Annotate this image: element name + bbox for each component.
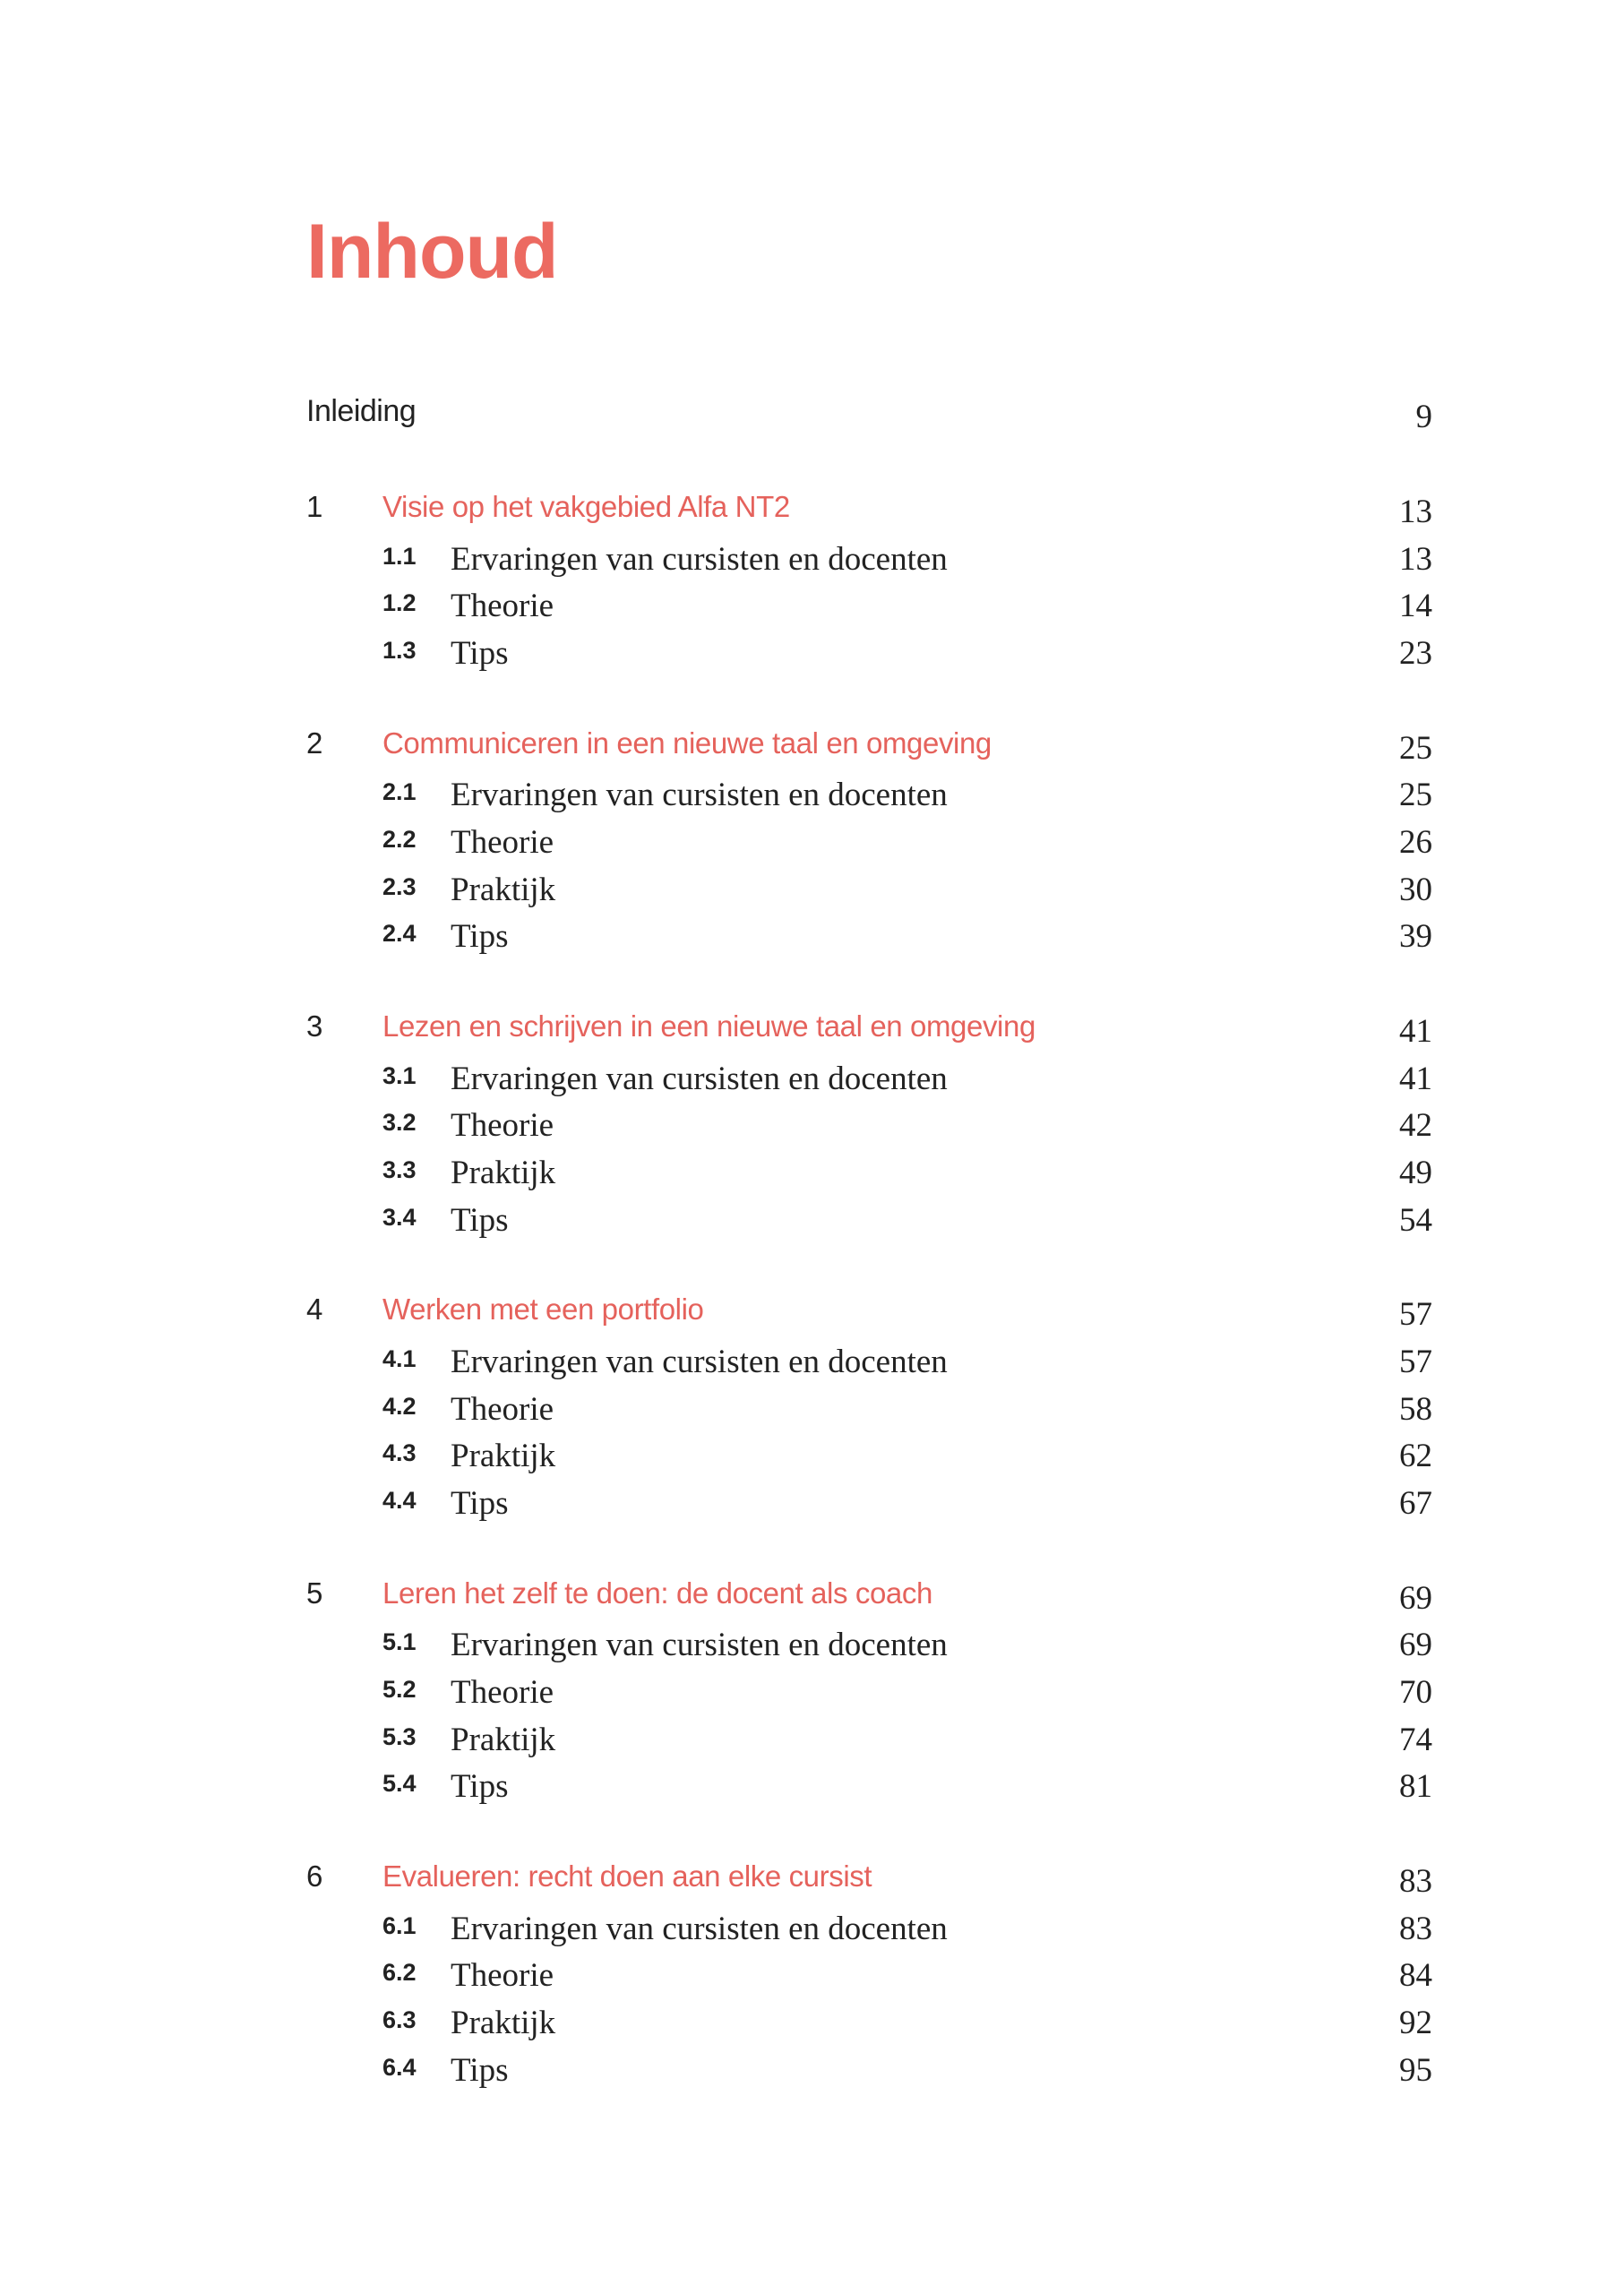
page-number: 41 [1399, 1060, 1432, 1097]
section-title: Tips [451, 1485, 509, 1522]
section-number: 6.2 [382, 1959, 417, 1987]
chapter-title: Lezen en schrijven in een nieuwe taal en omgeving [382, 1009, 1035, 1043]
section-title: Theorie [451, 1390, 554, 1428]
chapter-title: Werken met een portfolio [382, 1292, 704, 1327]
toc-section[interactable] [0, 899, 1624, 956]
toc-section[interactable] [0, 569, 1624, 625]
page-number: 57 [1399, 1343, 1432, 1380]
page-number: 23 [1399, 635, 1432, 673]
page-number: 49 [1399, 1155, 1432, 1191]
page-number: 92 [1399, 2004, 1432, 2041]
toc-section[interactable] [0, 1042, 1624, 1097]
section-title: Ervaringen van cursisten en docenten [451, 1060, 948, 1097]
page-number: 30 [1399, 871, 1432, 908]
toc-section[interactable] [0, 1892, 1624, 1947]
section-number: 4.4 [382, 1487, 417, 1514]
toc-section[interactable] [0, 2033, 1624, 2089]
toc-section[interactable] [0, 1749, 1624, 1806]
toc-entry-introduction[interactable] [0, 380, 1624, 435]
toc-section[interactable] [0, 1703, 1624, 1758]
section-number: 3.4 [382, 1203, 417, 1231]
section-title: Ervaringen van cursisten en docenten [451, 777, 948, 814]
chapter-title: Leren het zelf te doen: de docent als coach [382, 1576, 932, 1610]
section-title: Ervaringen van cursisten en docenten [451, 1627, 948, 1664]
chapter-number: 2 [306, 726, 323, 760]
chapter-number: 6 [306, 1859, 323, 1893]
section-number: 5.2 [382, 1675, 417, 1703]
section-number: 2.2 [382, 826, 417, 853]
toc-section[interactable] [0, 1938, 1624, 1995]
toc-section[interactable] [0, 1419, 1624, 1475]
section-number: 3.1 [382, 1061, 417, 1089]
section-title: Theorie [451, 1107, 554, 1145]
page-title: Inhoud [306, 209, 558, 295]
chapter-number: 4 [306, 1292, 323, 1327]
section-title: Tips [451, 1768, 509, 1806]
section-title: Praktijk [451, 1438, 556, 1475]
page-number: 39 [1399, 918, 1432, 956]
section-number: 4.2 [382, 1392, 417, 1420]
section-title: Ervaringen van cursisten en docenten [451, 1343, 948, 1380]
section-title: Praktijk [451, 2004, 556, 2041]
chapter-title: Evalueren: recht doen aan elke cursist [382, 1859, 872, 1893]
section-number: 4.3 [382, 1439, 417, 1467]
page-number: 25 [1399, 777, 1432, 814]
page-number: 81 [1399, 1768, 1432, 1806]
page-number: 69 [1399, 1579, 1432, 1617]
toc-section[interactable] [0, 1986, 1624, 2041]
section-title: Ervaringen van cursisten en docenten [451, 540, 948, 578]
section-title: Theorie [451, 588, 554, 625]
toc-chapter[interactable] [0, 994, 1624, 1050]
page-number: 26 [1399, 824, 1432, 861]
section-number: 1.2 [382, 589, 417, 617]
page-number: 13 [1399, 494, 1432, 530]
section-number: 6.3 [382, 2005, 417, 2033]
introduction-label: Inleiding [306, 394, 417, 428]
toc-chapter[interactable] [0, 1277, 1624, 1334]
page-number: 58 [1399, 1390, 1432, 1428]
section-number: 3.3 [382, 1156, 417, 1183]
toc-chapter[interactable] [0, 1844, 1624, 1900]
section-number: 3.2 [382, 1109, 417, 1137]
section-number: 1.3 [382, 637, 417, 665]
chapter-title: Visie op het vakgebied Alfa NT2 [382, 490, 790, 523]
section-number: 6.1 [382, 1911, 417, 1939]
page-number: 83 [1399, 1910, 1432, 1947]
page-number: 41 [1399, 1012, 1432, 1050]
toc-chapter[interactable] [0, 711, 1624, 767]
section-title: Tips [451, 2051, 509, 2089]
toc-section[interactable] [0, 1183, 1624, 1239]
chapter-number: 3 [306, 1009, 323, 1043]
page-number: 69 [1399, 1627, 1432, 1664]
section-title: Theorie [451, 824, 554, 861]
section-title: Praktijk [451, 871, 556, 908]
toc-section[interactable] [0, 853, 1624, 908]
chapter-number: 1 [306, 490, 323, 523]
toc-section[interactable] [0, 1608, 1624, 1664]
toc-chapter[interactable] [0, 1561, 1624, 1617]
page-number: 95 [1399, 2051, 1432, 2089]
toc-chapter[interactable] [0, 475, 1624, 530]
toc-section[interactable] [0, 1655, 1624, 1711]
toc-section[interactable] [0, 1136, 1624, 1191]
section-number: 6.4 [382, 2053, 417, 2081]
section-title: Tips [451, 918, 509, 956]
section-number: 4.1 [382, 1344, 417, 1372]
section-title: Praktijk [451, 1721, 556, 1758]
toc-section[interactable] [0, 616, 1624, 673]
page-number: 84 [1399, 1957, 1432, 1995]
page-number: 74 [1399, 1721, 1432, 1758]
toc-section[interactable] [0, 758, 1624, 814]
toc-section[interactable] [0, 522, 1624, 578]
section-number: 5.3 [382, 1722, 417, 1750]
page-number: 13 [1399, 540, 1432, 578]
section-number: 5.4 [382, 1770, 417, 1798]
section-title: Theorie [451, 1957, 554, 1995]
section-number: 5.1 [382, 1628, 417, 1656]
section-number: 2.3 [382, 872, 417, 900]
section-number: 2.4 [382, 920, 417, 948]
chapter-title: Communiceren in een nieuwe taal en omgeving [382, 726, 992, 760]
page-number: 14 [1399, 588, 1432, 625]
page-number: 83 [1399, 1862, 1432, 1900]
section-title: Theorie [451, 1673, 554, 1711]
section-title: Ervaringen van cursisten en docenten [451, 1910, 948, 1947]
toc-section[interactable] [0, 1466, 1624, 1522]
toc-section[interactable] [0, 805, 1624, 861]
page-number: 42 [1399, 1107, 1432, 1145]
toc-section[interactable] [0, 1372, 1624, 1428]
section-title: Tips [451, 635, 509, 673]
section-title: Praktijk [451, 1155, 556, 1191]
page-number: 25 [1399, 729, 1432, 767]
section-title: Tips [451, 1201, 509, 1239]
page-number: 62 [1399, 1438, 1432, 1475]
page-number: 57 [1399, 1296, 1432, 1334]
page-number: 67 [1399, 1485, 1432, 1522]
section-number: 1.1 [382, 542, 417, 570]
section-number: 2.1 [382, 778, 417, 806]
page-number: 54 [1399, 1201, 1432, 1239]
toc-section[interactable] [0, 1088, 1624, 1145]
chapter-number: 5 [306, 1576, 323, 1610]
page-number: 70 [1399, 1673, 1432, 1711]
page-number: 9 [1415, 399, 1432, 435]
toc-section[interactable] [0, 1325, 1624, 1380]
